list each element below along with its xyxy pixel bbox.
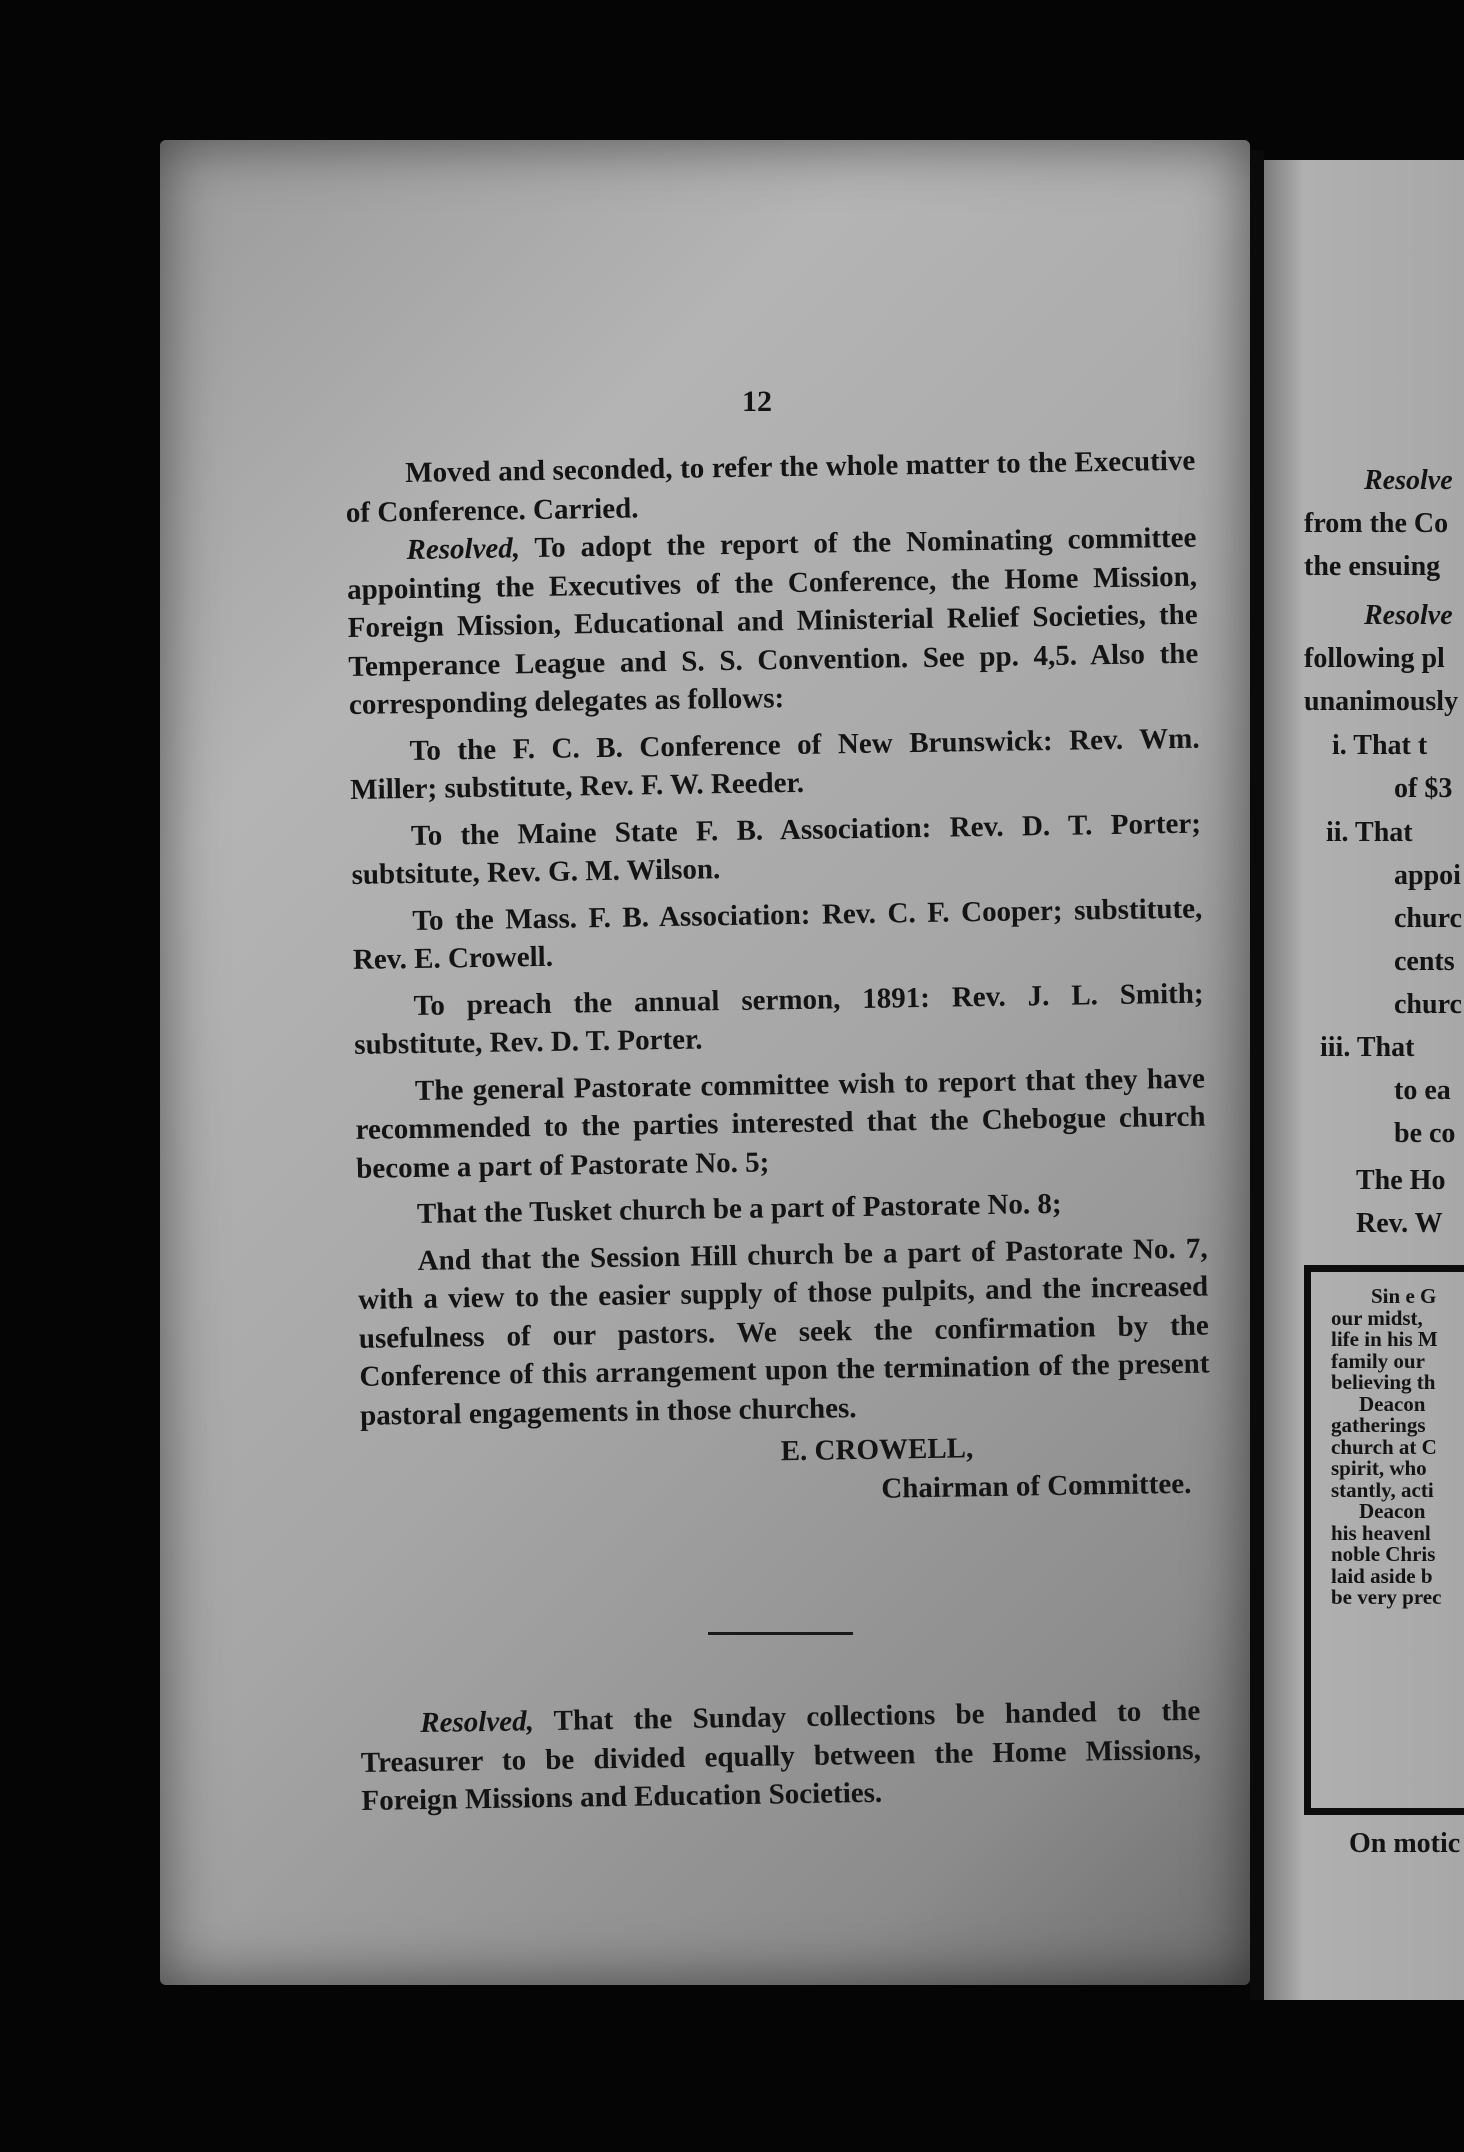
right-line: Resolve [1364, 600, 1453, 631]
right-line: appoi [1394, 860, 1461, 891]
right-line: be co [1394, 1118, 1456, 1149]
right-line: cents [1394, 946, 1455, 977]
paragraph: The general Pastorate committee wish to report that they have recommended to the parties interested that the Chebogue church become a part of Pastorate No. 5; [355, 1062, 1206, 1185]
right-line: i. That t [1332, 730, 1428, 761]
right-line: On motic [1349, 1828, 1461, 1859]
right-line: iii. That [1320, 1032, 1415, 1063]
paragraph: Resolved, To adopt the report of the Nominating committee appointing the Executives of the Conference, the Home Mission, Foreign Mission, Educational and Ministerial Relief Societies, the Temperance League and S. S. Convention. See pp. 4,5. Also the corresponding delegates as follows: [346, 521, 1199, 721]
right-line: to ea [1394, 1075, 1451, 1106]
paragraph: And that the Session Hill church be a part of Pastorate No. 7, with a view to the easier supply of those pulpits, and the increased usefulness of our pastors. We seek the confirmation by the Conference of this arrangement upon the termination of the present pastoral engagements in those churches. [358, 1232, 1210, 1432]
right-line: churc [1394, 903, 1462, 934]
section-divider [708, 1632, 853, 1635]
left-page-resolution [360, 1692, 1202, 1821]
right-line: ii. That [1326, 817, 1413, 848]
paragraph: Resolved, That the Sunday collections be handed to the Treasurer to be divided equally between the Home Missions, Foreign Missions and Education Societies. [360, 1694, 1202, 1817]
paragraph: To the Maine State F. B. Association: Rev. D. T. Porter; subtsitute, Rev. G. M. Wilson. [351, 807, 1202, 891]
paragraph: To the F. C. B. Conference of New Brunswick: Rev. Wm. Miller; substitute, Rev. F. W. Reeder. [350, 722, 1200, 806]
paragraph: That the Tusket church be a part of Pastorate No. 8; [416, 1187, 1062, 1230]
right-line: following pl [1304, 643, 1445, 674]
paragraph: To the Mass. F. B. Association: Rev. C. F. Cooper; substitute, Rev. E. Crowell. [352, 892, 1203, 976]
memorial-box: Sin e G our midst, life in his M family our believing th Deacon gatherings church at C spirit, who stantly, acti Deacon his heavenl noble Chris laid aside b be very prec [1304, 1265, 1464, 1815]
right-line: Resolve [1364, 465, 1453, 496]
right-line: The Ho [1356, 1165, 1446, 1196]
right-line: Rev. W [1356, 1208, 1443, 1239]
left-page-text [345, 442, 1212, 1516]
signature [360, 1426, 1211, 1516]
signature-name: E. CROWELL, [780, 1432, 974, 1468]
paragraph: To preach the annual sermon, 1891: Rev. J. L. Smith; substitute, Rev. D. T. Porter. [354, 977, 1204, 1061]
right-line: unanimously [1304, 686, 1459, 717]
right-page [1264, 160, 1464, 2000]
book-gutter [1250, 150, 1264, 2000]
page-number: 12 [742, 385, 772, 418]
right-line: churc [1394, 989, 1462, 1020]
paragraph: Moved and seconded, to refer the whole matter to the Executive of Conference. Carried. [345, 444, 1196, 529]
right-line: the ensuing [1304, 551, 1441, 582]
signature-title: Chairman of Committee. [881, 1467, 1192, 1505]
right-line: from the Co [1304, 508, 1449, 539]
right-line: of $3 [1394, 773, 1453, 804]
